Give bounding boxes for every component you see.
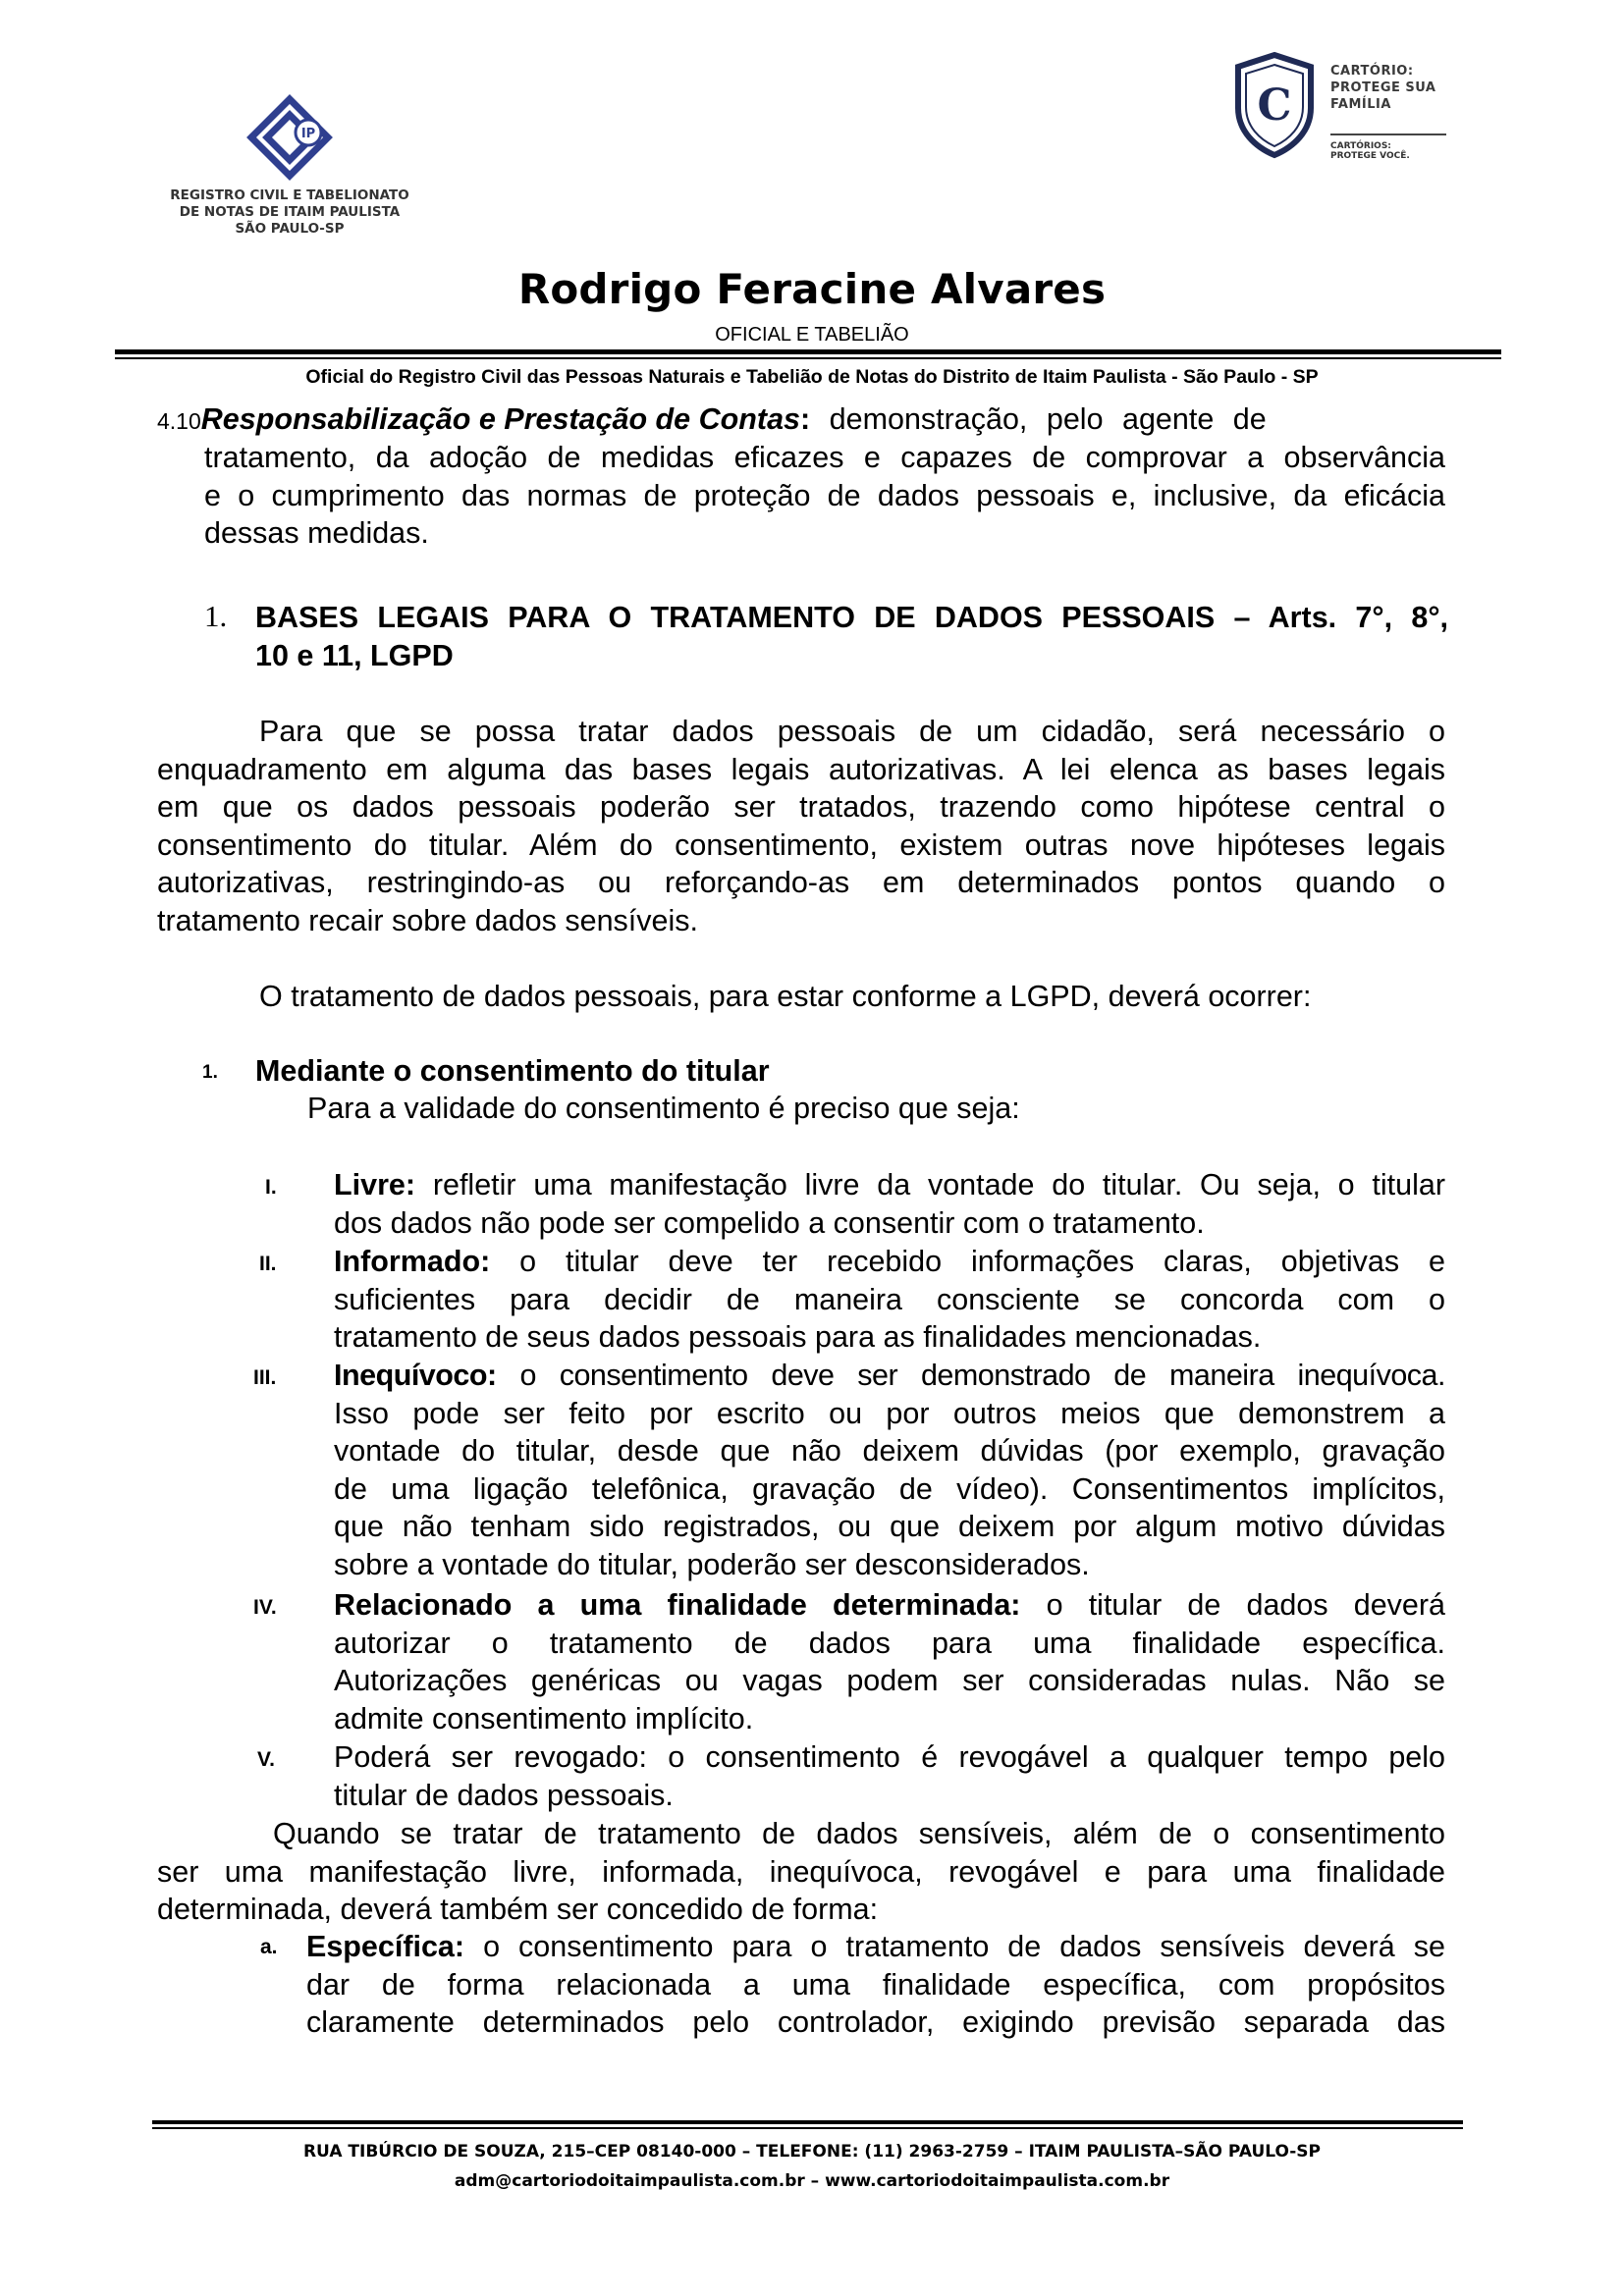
item-term: Relacionado a uma finalidade determinada: bbox=[334, 1588, 1021, 1622]
roman-numeral: V. bbox=[257, 1748, 275, 1771]
item-term: Livre: bbox=[334, 1168, 416, 1201]
item-text: refletir uma manifestação livre da vontade do titular. Ou seja, o titular bbox=[415, 1168, 1445, 1201]
list-intro: Para a validade do consentimento é preciso que seja: bbox=[307, 1092, 1020, 1125]
section-heading bbox=[255, 599, 1448, 674]
item-text: o titular deve ter recebido informações claras, objetivas e bbox=[490, 1245, 1445, 1278]
list-letter: a. bbox=[260, 1936, 278, 1958]
roman-numeral: III. bbox=[253, 1366, 277, 1389]
cartorio-protege-logo bbox=[1232, 49, 1468, 167]
logo-initials: IP bbox=[300, 127, 316, 141]
item-text: o consentimento deve ser demonstrado de maneira inequívoca. bbox=[496, 1359, 1445, 1392]
text-line: enquadramento em alguma das bases legais autorizativas. A lei elenca as bases legais bbox=[157, 752, 1445, 786]
roman-numeral: II. bbox=[259, 1253, 277, 1275]
text-line: Poderá ser revogado: o consentimento é revogável a qualquer tempo pelo bbox=[334, 1740, 1445, 1774]
list-item bbox=[334, 1357, 1445, 1583]
text-line: determinada, deverá também ser concedido de forma: bbox=[157, 1893, 879, 1926]
section-4-10-body bbox=[204, 439, 1445, 553]
text-line: Isso pode ser feito por escrito ou por outros meios que demonstrem a bbox=[334, 1396, 1445, 1430]
item-term: Informado: bbox=[334, 1245, 491, 1278]
footer-divider bbox=[152, 2127, 1463, 2129]
text-line: autorizativas, restringindo-as ou reforçando-as em determinados pontos quando o bbox=[157, 866, 1445, 899]
text-line: sobre a vontade do titular, poderão ser desconsiderados. bbox=[334, 1547, 1090, 1581]
list-item bbox=[334, 1586, 1445, 1737]
list-item bbox=[334, 1166, 1445, 1242]
text-line: Quando se tratar de tratamento de dados sensíveis, além de o consentimento bbox=[273, 1817, 1445, 1850]
text-line: suficientes para decidir de maneira consciente se concorda com o bbox=[334, 1282, 1445, 1316]
registry-logo bbox=[157, 93, 422, 238]
text-line: que não tenham sido registrados, ou que deixem por algum motivo dúvidas bbox=[334, 1510, 1445, 1543]
officer-name: Rodrigo Feracine Alvares bbox=[517, 265, 1107, 313]
roman-numeral: IV. bbox=[253, 1596, 277, 1619]
text-line bbox=[306, 1928, 1445, 1966]
text-line: consentimento do titular. Além do consentimento, existem outras nove hipóteses legais bbox=[157, 828, 1445, 862]
registry-subtitle: Oficial do Registro Civil das Pessoas Naturais e Tabelião de Notas do Distrito de Itaim Paulista - São Paulo - SP bbox=[305, 366, 1319, 388]
text-line: tratamento, da adoção de medidas eficazes e capazes de comprovar a observância bbox=[204, 441, 1445, 474]
text-line: dar de forma relacionada a uma finalidade específica, com propósitos bbox=[306, 1967, 1445, 2002]
text-line: vontade do titular, desde que não deixem dúvidas (por exemplo, gravação bbox=[334, 1434, 1445, 1468]
ip-diamond-logo-icon bbox=[245, 93, 334, 182]
footer-address: RUA TIBÚRCIO DE SOUZA, 215–CEP 08140-000 – TELEFONE: (11) 2963-2759 – ITAIM PAULISTA–SÃO PAULO-SP bbox=[302, 2142, 1322, 2162]
header-divider bbox=[115, 349, 1501, 354]
list-item bbox=[334, 1738, 1445, 1814]
text-line: claramente determinados pelo controlador, exigindo previsão separada das bbox=[306, 2005, 1445, 2039]
logo-title-line: PROTEGE SUA bbox=[1330, 80, 1436, 95]
paragraph bbox=[157, 1815, 1445, 1929]
text-line: admite consentimento implícito. bbox=[334, 1701, 754, 1735]
header-divider bbox=[115, 357, 1501, 359]
officer-title: OFICIAL E TABELIÃO bbox=[715, 324, 909, 346]
text-line bbox=[334, 1357, 1445, 1395]
logo-tag-line: PROTEGE VOCÊ. bbox=[1330, 151, 1410, 161]
text-line: e o cumprimento das normas de proteção de dados pessoais e, inclusive, da eficácia bbox=[204, 478, 1445, 512]
logo-tag-line: CARTÓRIOS: bbox=[1330, 141, 1391, 151]
item-term: Inequívoco: bbox=[334, 1359, 497, 1392]
logo-caption-line: REGISTRO CIVIL E TABELIONATO bbox=[170, 187, 409, 203]
text-line: titular de dados pessoais. bbox=[334, 1778, 674, 1812]
section-heading-number: 1. bbox=[204, 599, 228, 633]
text-line: Autorizações genéricas ou vagas podem ser consideradas nulas. Não se bbox=[334, 1664, 1445, 1697]
footer-divider bbox=[152, 2120, 1463, 2124]
section-4-10-first-line bbox=[157, 400, 1445, 441]
footer-contact: adm@cartoriodoitaimpaulista.com.br – www.cartoriodoitaimpaulista.com.br bbox=[454, 2171, 1170, 2191]
shield-icon bbox=[1232, 51, 1317, 159]
shield-letter: C bbox=[1257, 80, 1292, 131]
item-term: Específica: bbox=[306, 1930, 465, 1963]
text-line bbox=[334, 1166, 1445, 1204]
section-text: demonstração, pelo agente de bbox=[810, 402, 1267, 436]
text-line bbox=[334, 1586, 1445, 1625]
item-text: o titular de dados deverá bbox=[1020, 1588, 1445, 1622]
text-line: tratamento recair sobre dados sensíveis. bbox=[157, 903, 698, 937]
text-line: dessas medidas. bbox=[204, 516, 429, 550]
text-line: ser uma manifestação livre, informada, inequívoca, revogável e para uma finalidade bbox=[157, 1854, 1445, 1889]
text-line: tratamento de seus dados pessoais para as finalidades mencionadas. bbox=[334, 1320, 1262, 1354]
text-line: dos dados não pode ser compelido a consentir com o tratamento. bbox=[334, 1205, 1205, 1240]
heading-line: 10 e 11, LGPD bbox=[255, 638, 454, 672]
heading-line: BASES LEGAIS PARA O TRATAMENTO DE DADOS PESSOAIS – Arts. 7°, 8°, bbox=[255, 601, 1448, 634]
section-number: 4.10 bbox=[157, 408, 201, 434]
logo-caption-line: SÃO PAULO-SP bbox=[235, 221, 345, 237]
logo-caption-line: DE NOTAS DE ITAIM PAULISTA bbox=[179, 204, 401, 220]
paragraph: O tratamento de dados pessoais, para estar conforme a LGPD, deverá ocorrer: bbox=[259, 980, 1312, 1013]
text-line bbox=[334, 1243, 1445, 1281]
text-line: autorizar o tratamento de dados para uma finalidade específica. bbox=[334, 1626, 1445, 1660]
item-text: o consentimento para o tratamento de dados sensíveis deverá se bbox=[464, 1930, 1445, 1963]
text-line: de uma ligação telefônica, gravação de vídeo). Consentimentos implícitos, bbox=[334, 1471, 1445, 1506]
logo-title-line: CARTÓRIO: bbox=[1330, 64, 1414, 79]
list-number: 1. bbox=[202, 1062, 218, 1083]
logo-title-line: FAMÍLIA bbox=[1330, 97, 1391, 112]
list-item bbox=[306, 1928, 1445, 2042]
section-term: Responsabilização e Prestação de Contas bbox=[200, 402, 800, 436]
term-colon: : bbox=[800, 402, 811, 436]
list-item bbox=[334, 1243, 1445, 1357]
text-line: em que os dados pessoais poderão ser tratados, trazendo como hipótese central o bbox=[157, 790, 1445, 824]
list-title: Mediante o consentimento do titular bbox=[255, 1054, 770, 1088]
logo-divider bbox=[1330, 133, 1446, 135]
paragraph bbox=[157, 713, 1445, 939]
roman-numeral: I. bbox=[265, 1176, 277, 1199]
text-line: Para que se possa tratar dados pessoais de um cidadão, será necessário o bbox=[259, 715, 1445, 748]
